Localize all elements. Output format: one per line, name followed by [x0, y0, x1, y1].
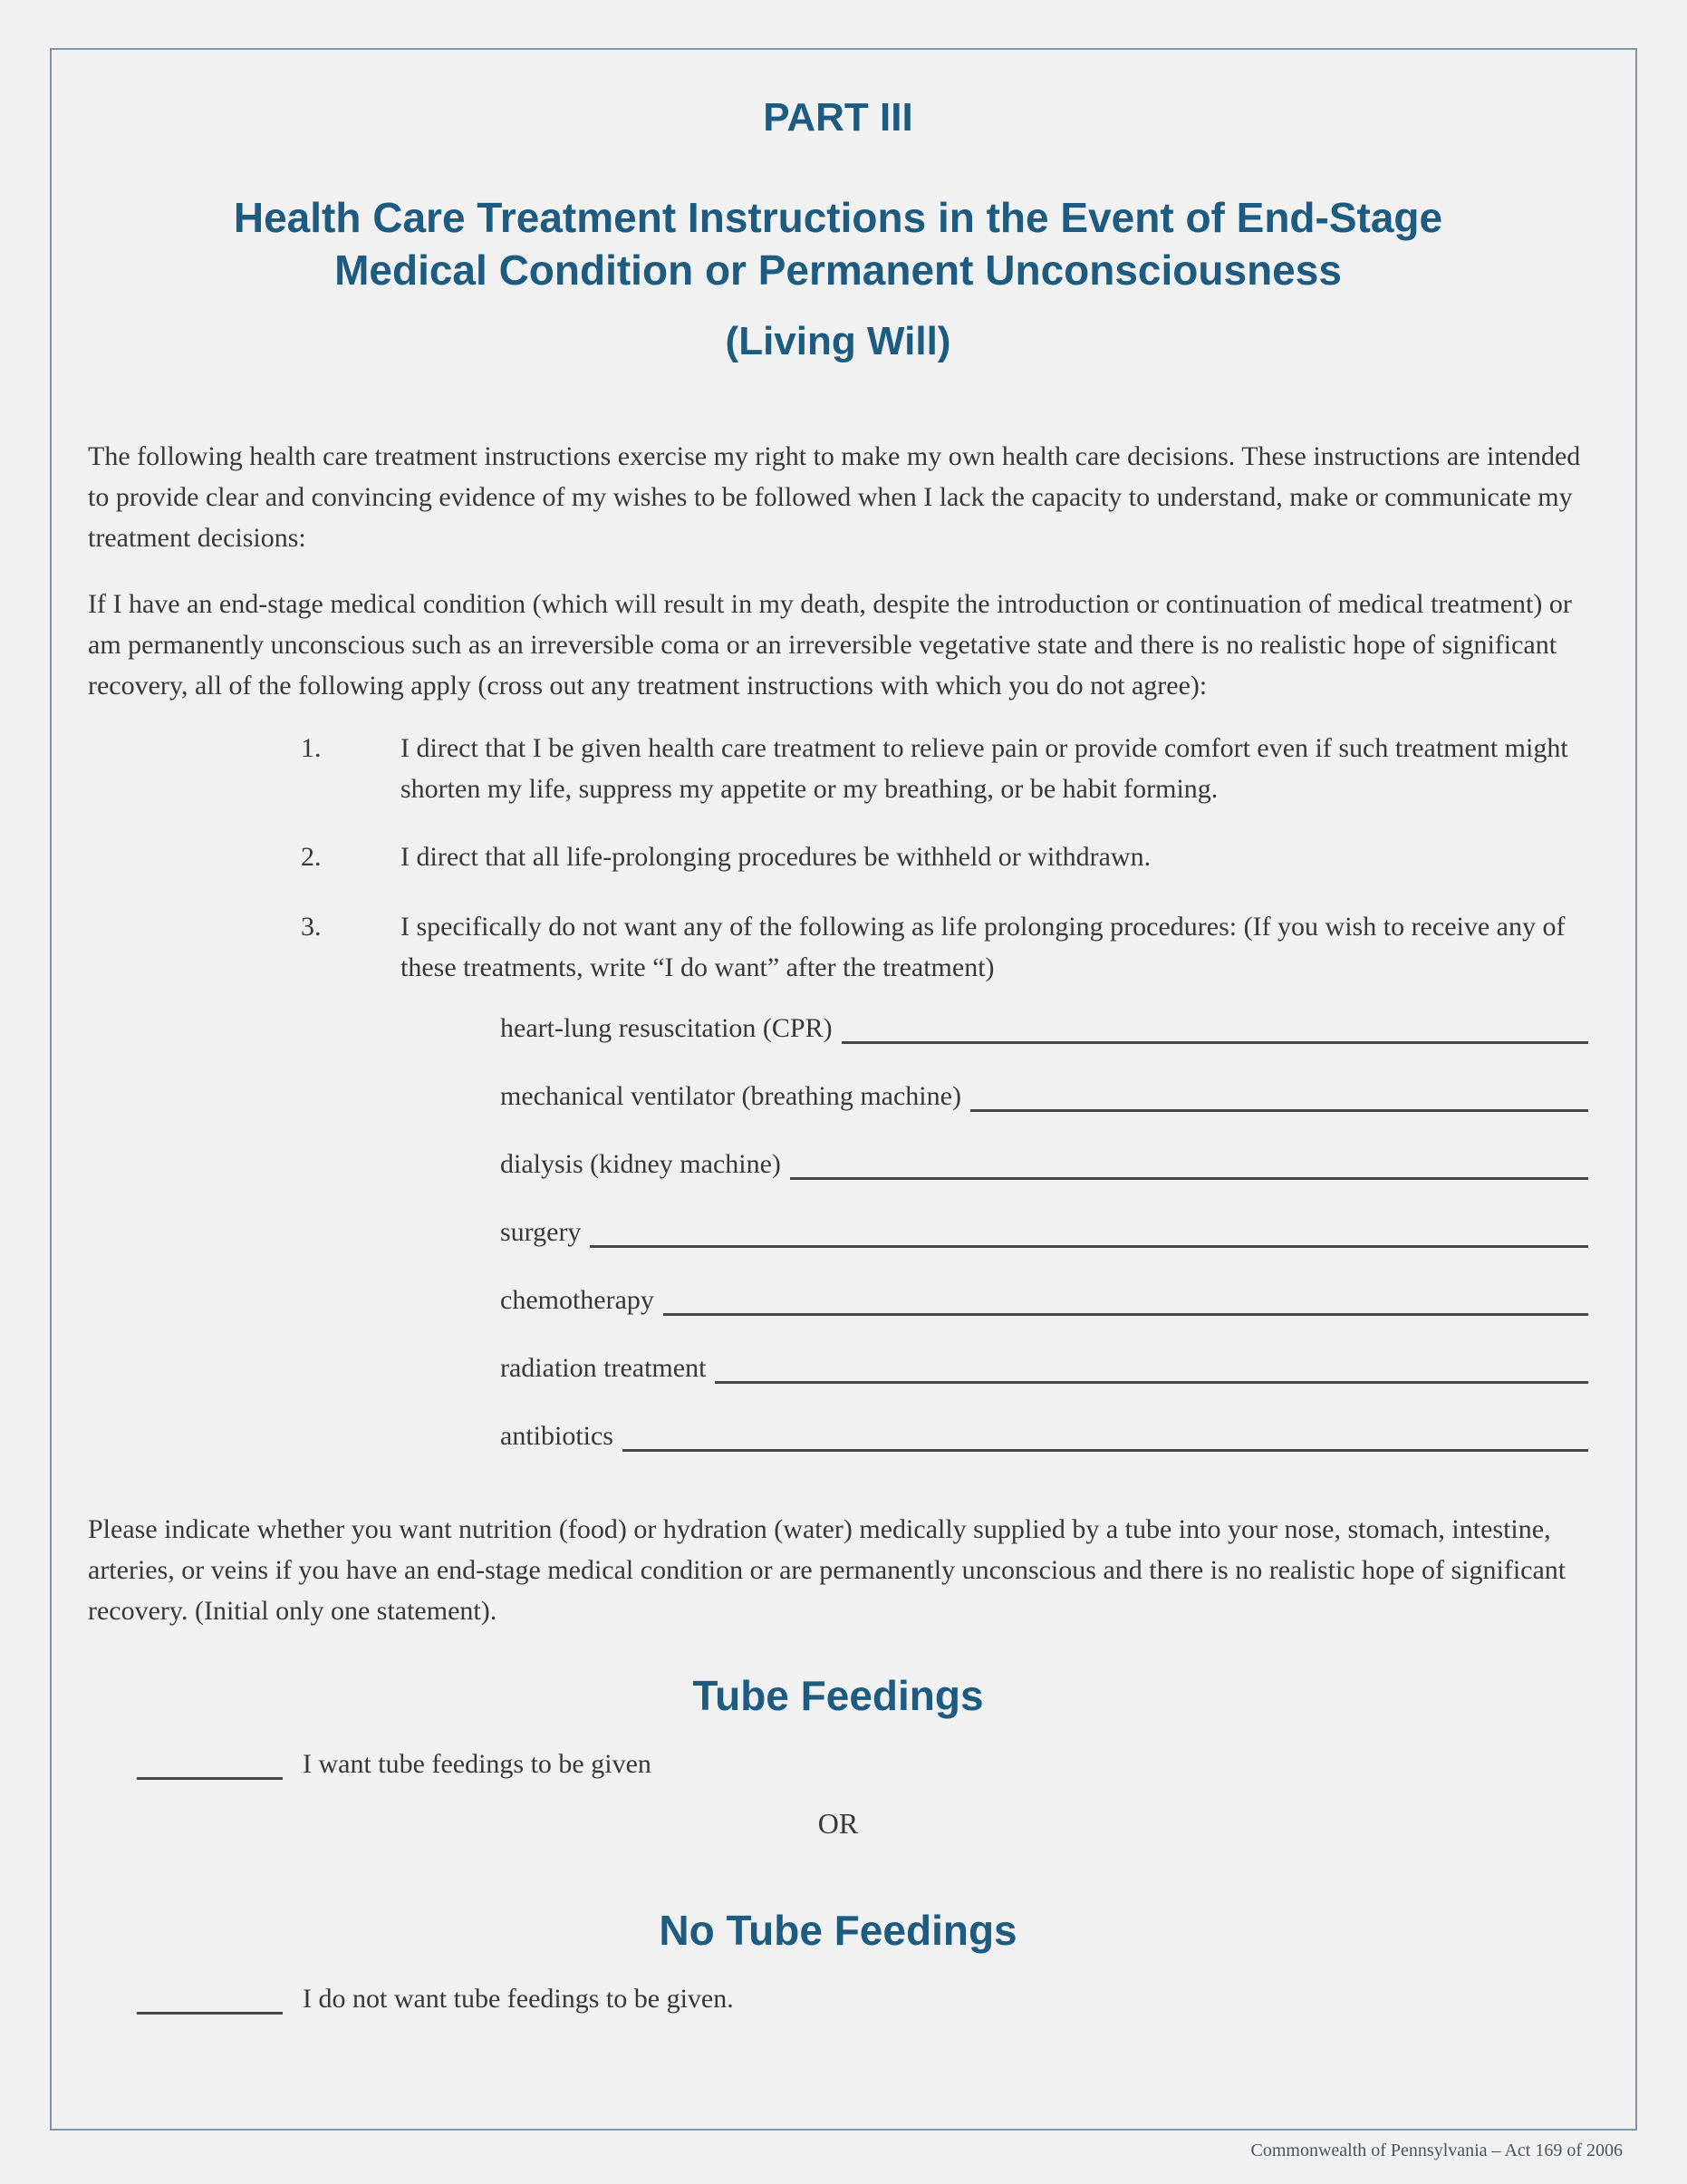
treatment-row-surgery [500, 1212, 1588, 1280]
treatment-row-ventilator [500, 1076, 1588, 1144]
treatment-row-radiation [500, 1348, 1588, 1416]
treatment-row-cpr [500, 1008, 1588, 1076]
initial-line-no[interactable] [137, 1978, 283, 2015]
treatment-write-in-line[interactable] [590, 1212, 1588, 1248]
treatment-label: surgery [500, 1217, 582, 1247]
directive-item-1 [88, 728, 1588, 809]
footer-citation: Commonwealth of Pennsylvania – Act 169 of 2006 [1250, 2141, 1623, 2160]
document-title-line1: Health Care Treatment Instructions in the Event of End-Stage [233, 194, 1443, 241]
directive-item-2 [88, 836, 1588, 877]
document-title [88, 191, 1588, 296]
treatment-write-in-line[interactable] [715, 1348, 1588, 1384]
page-content [52, 97, 1635, 2176]
option-yes-label: I want tube feedings to be given [303, 1749, 651, 1779]
treatment-label: heart-lung resuscitation (CPR) [500, 1013, 833, 1043]
tube-feedings-yes-option [88, 1744, 1588, 1784]
treatment-label: antibiotics [500, 1421, 613, 1451]
part-title: PART III [763, 95, 913, 140]
treatment-list [88, 1008, 1588, 1483]
treatment-write-in-line[interactable] [622, 1416, 1588, 1452]
treatment-label: radiation treatment [500, 1353, 707, 1383]
no-tube-feedings-heading: No Tube Feedings [659, 1907, 1017, 1954]
directive-number: 2. [301, 842, 322, 872]
initial-line-yes[interactable] [137, 1744, 283, 1780]
treatment-label: chemotherapy [500, 1285, 654, 1315]
option-no-label: I do not want tube feedings to be given. [303, 1984, 734, 2014]
directive-item-3 [88, 906, 1588, 988]
treatment-row-dialysis [500, 1144, 1588, 1212]
directive-text: I direct that all life-prolonging procedures be withheld or withdrawn. [400, 842, 1152, 872]
treatment-label: dialysis (kidney machine) [500, 1149, 781, 1179]
or-separator: OR [817, 1807, 859, 1840]
treatment-row-chemotherapy [500, 1280, 1588, 1348]
document-title-line2: Medical Condition or Permanent Unconsciousness [334, 246, 1342, 294]
nutrition-paragraph: Please indicate whether you want nutrition (food) or hydration (water) medically supplied by a tube into your nose, stomach, intestine, arteries, or veins if you have an end-stage medical condition or are permanently unconscious and there is no realistic hope of significant recovery. (Initial only one statement). [88, 1514, 1566, 1626]
document-subtitle: (Living Will) [725, 319, 951, 363]
directive-number: 3. [301, 912, 322, 942]
tube-feedings-no-option [88, 1978, 1588, 2019]
treatment-write-in-line[interactable] [790, 1144, 1588, 1180]
treatment-label: mechanical ventilator (breathing machine) [500, 1081, 961, 1111]
treatment-write-in-line[interactable] [842, 1008, 1588, 1044]
directive-text: I direct that I be given health care treatment to relieve pain or provide comfort even if such treatment might shorten my life, suppress my appetite or my breathing, or be habit forming. [400, 733, 1568, 804]
treatment-row-antibiotics [500, 1416, 1588, 1483]
treatment-write-in-line[interactable] [663, 1280, 1588, 1316]
intro-paragraph-2: If I have an end-stage medical condition (which will result in my death, despite the introduction or continuation of medical treatment) or am permanently unconscious such as an irreversible coma or an irreversible vegetative state and there is no realistic hope of significant recovery, all of the following apply (cross out any treatment instructions with which you do not agree): [88, 589, 1572, 701]
treatment-write-in-line[interactable] [970, 1076, 1588, 1112]
page-border [50, 48, 1637, 2160]
tube-feedings-heading: Tube Feedings [692, 1672, 984, 1719]
intro-paragraph-1: The following health care treatment instructions exercise my right to make my own health care decisions. These instructions are intended to provide clear and convincing evidence of my wishes to be followed when I lack the capacity to understand, make or communicate my treatment decisions: [88, 441, 1581, 553]
directive-text: I specifically do not want any of the following as life prolonging procedures: (If you wish to receive any of these treatments, write “I do want” after the treatment) [400, 912, 1566, 982]
directive-number: 1. [301, 733, 322, 763]
